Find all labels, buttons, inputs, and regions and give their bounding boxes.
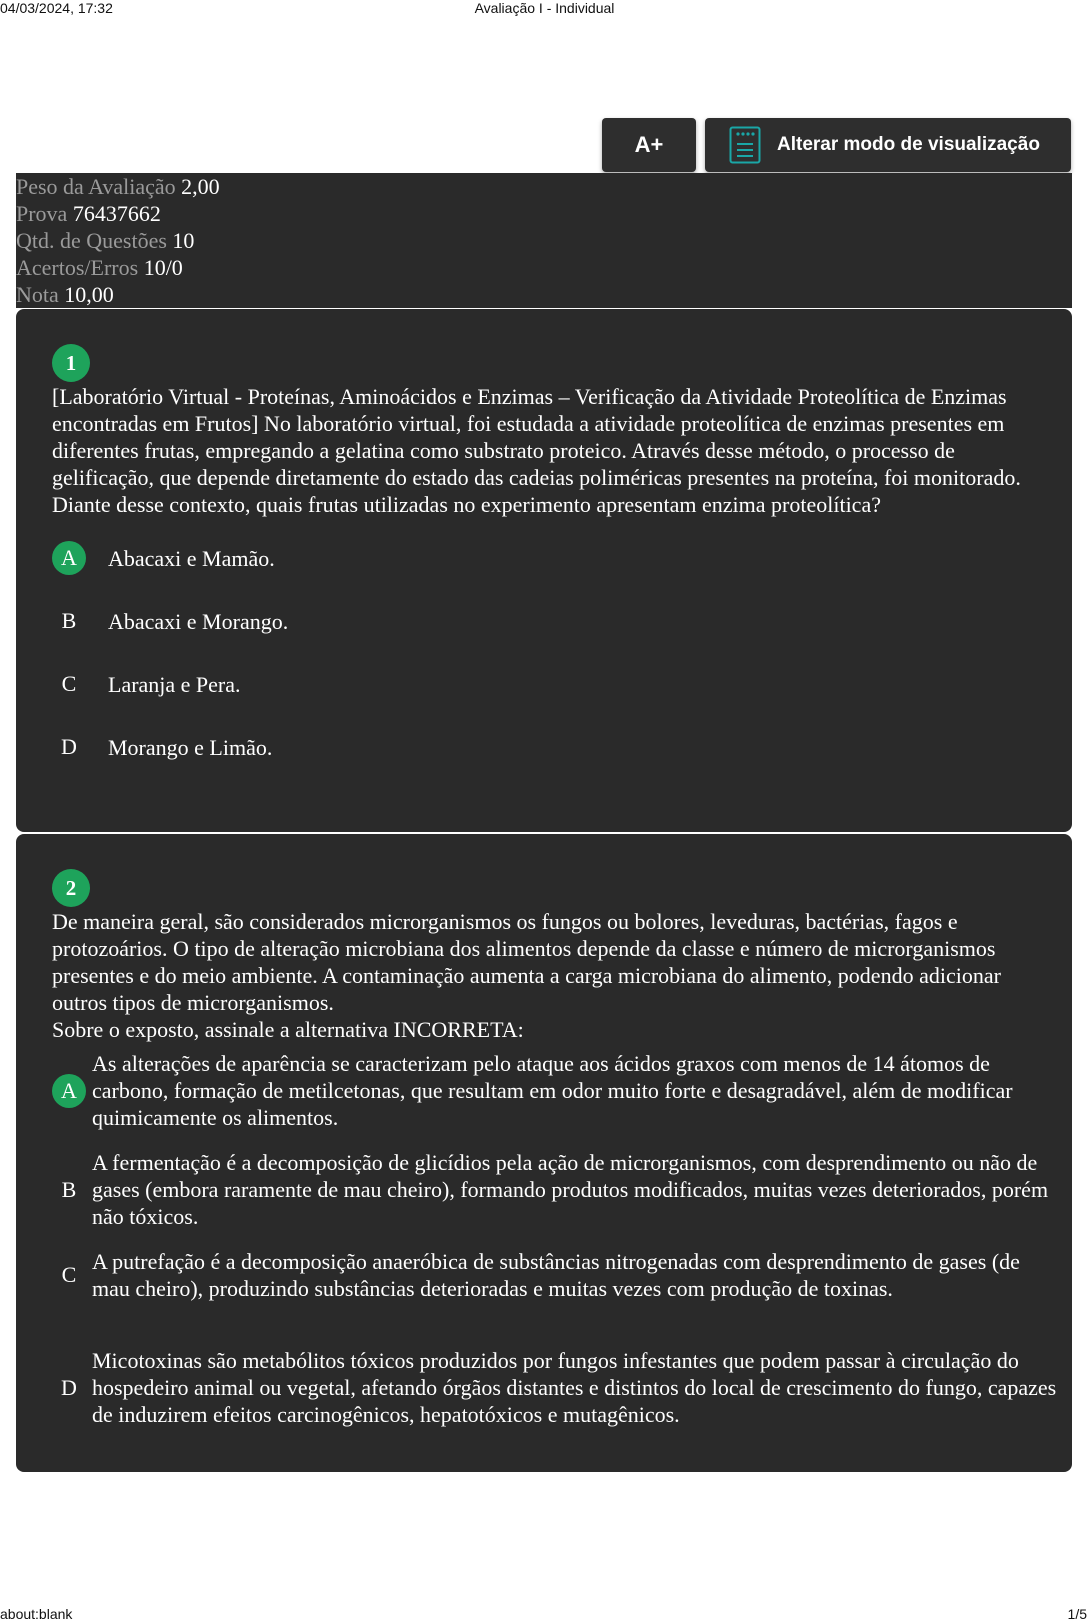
option-text: A fermentação é a decomposição de glicídios pela ação de microrganismos, com desprendimento ou não de gases (embora raramente de mau cheiro), formando produtos modificados, muitas vezes deteriorados, porém não tóxicos. xyxy=(92,1150,1049,1229)
option-text: Micotoxinas são metabólitos tóxicos produzidos por fungos infestantes que podem passar à circulação do hospedeiro animal ou vegetal, afetando órgãos distantes e distintos do local de crescimento do fungo, capazes de induzirem efeitos carcinogênicos, hepatotóxicos e mutagênicos. xyxy=(92,1348,1057,1427)
print-title: Avaliação I - Individual xyxy=(474,0,615,16)
question-text xyxy=(52,908,1052,1043)
summary-value: 10 xyxy=(172,228,195,253)
question-prompt: Diante desse contexto, quais frutas utilizadas no experimento apresentam enzima proteolítica? xyxy=(52,492,881,517)
print-header xyxy=(0,0,1089,18)
option-c[interactable] xyxy=(52,667,1062,701)
summary-label: Acertos/Erros xyxy=(16,255,139,280)
option-text: A putrefação é a decomposição anaeróbica de substâncias nitrogenadas com desprendimento de gases (de mau cheiro), produzindo substâncias deterioradas e muitas vezes com produção de toxinas. xyxy=(92,1249,1020,1301)
summary-question-count xyxy=(16,227,1072,254)
option-text: As alterações de aparência se caracterizam pelo ataque aos ácidos graxos com menos de 14 átomos de carbono, formação de metilcetonas, que resultam em odor muito forte e desagradável, além de modificar quimicamente os alimentos. xyxy=(92,1051,1013,1130)
view-mode-button[interactable] xyxy=(705,118,1071,172)
document-view-icon xyxy=(729,126,761,164)
option-d[interactable] xyxy=(52,1347,1062,1428)
option-a[interactable] xyxy=(52,1050,1062,1131)
summary-label: Peso da Avaliação xyxy=(16,174,176,199)
option-c[interactable] xyxy=(52,1248,1062,1302)
print-page-number: 1/5 xyxy=(1067,1606,1087,1622)
option-letter: C xyxy=(61,671,77,696)
option-text: Laranja e Pera. xyxy=(108,671,241,697)
question-statement: De maneira geral, são considerados microrganismos os fungos ou bolores, leveduras, bactérias, fagos e protozoários. O tipo de alteração microbiana dos alimentos depende da classe e número de microrganismos presentes e do meio ambiente. A contaminação aumenta a carga microbiana do alimento, podendo adicionar outros tipos de microrganismos. xyxy=(52,909,1001,1015)
summary-label: Qtd. de Questões xyxy=(16,228,167,253)
question-card xyxy=(16,834,1072,1472)
print-datetime: 04/03/2024, 17:32 xyxy=(0,0,113,16)
summary-value: 2,00 xyxy=(181,174,220,199)
option-text: Morango e Limão. xyxy=(108,734,273,760)
option-letter: D xyxy=(61,734,77,759)
question-prompt: Sobre o exposto, assinale a alternativa INCORRETA: xyxy=(52,1017,524,1042)
option-letter: B xyxy=(61,1176,77,1202)
question-text xyxy=(52,383,1052,518)
option-letter: C xyxy=(61,1262,77,1287)
print-footer xyxy=(0,1606,1089,1624)
summary-value: 10,00 xyxy=(64,282,114,307)
summary-exam-id xyxy=(16,200,1072,227)
question-statement: [Laboratório Virtual - Proteínas, Aminoácidos e Enzimas – Verificação da Atividade Proteolítica de Enzimas encontradas em Frutos] No laboratório virtual, foi estudada a atividade proteolítica de enzimas presentes em diferentes frutas, empregando a gelatina como substrato proteico. Através desse método, o processo de gelificação, que depende diretamente do estado das cadeias poliméricas presentes na proteína, foi monitorado. xyxy=(52,384,1021,490)
option-text: Abacaxi e Morango. xyxy=(108,608,289,634)
option-b[interactable] xyxy=(52,1149,1062,1230)
summary-hits-errors xyxy=(16,254,1072,281)
print-url: about:blank xyxy=(0,1606,73,1622)
question-card xyxy=(16,309,1072,832)
question-number-badge: 2 xyxy=(52,869,90,907)
option-b[interactable] xyxy=(52,604,1062,638)
option-a[interactable] xyxy=(52,541,1062,575)
font-size-increase-button[interactable]: A+ xyxy=(602,118,696,172)
view-mode-label: Alterar modo de visualização xyxy=(777,134,1040,155)
option-text: Abacaxi e Mamão. xyxy=(108,545,275,571)
assessment-summary xyxy=(16,173,1072,308)
option-letter: D xyxy=(61,1374,77,1400)
summary-weight xyxy=(16,173,1072,200)
summary-value: 76437662 xyxy=(72,201,161,226)
option-letter-correct: A xyxy=(52,541,86,575)
summary-label: Nota xyxy=(16,282,59,307)
summary-label: Prova xyxy=(16,201,68,226)
option-letter-correct: A xyxy=(52,1074,86,1108)
option-d[interactable] xyxy=(52,730,1062,764)
option-letter: B xyxy=(61,608,77,633)
summary-value: 10/0 xyxy=(143,255,183,280)
question-number-badge: 1 xyxy=(52,344,90,382)
summary-grade xyxy=(16,281,1072,308)
